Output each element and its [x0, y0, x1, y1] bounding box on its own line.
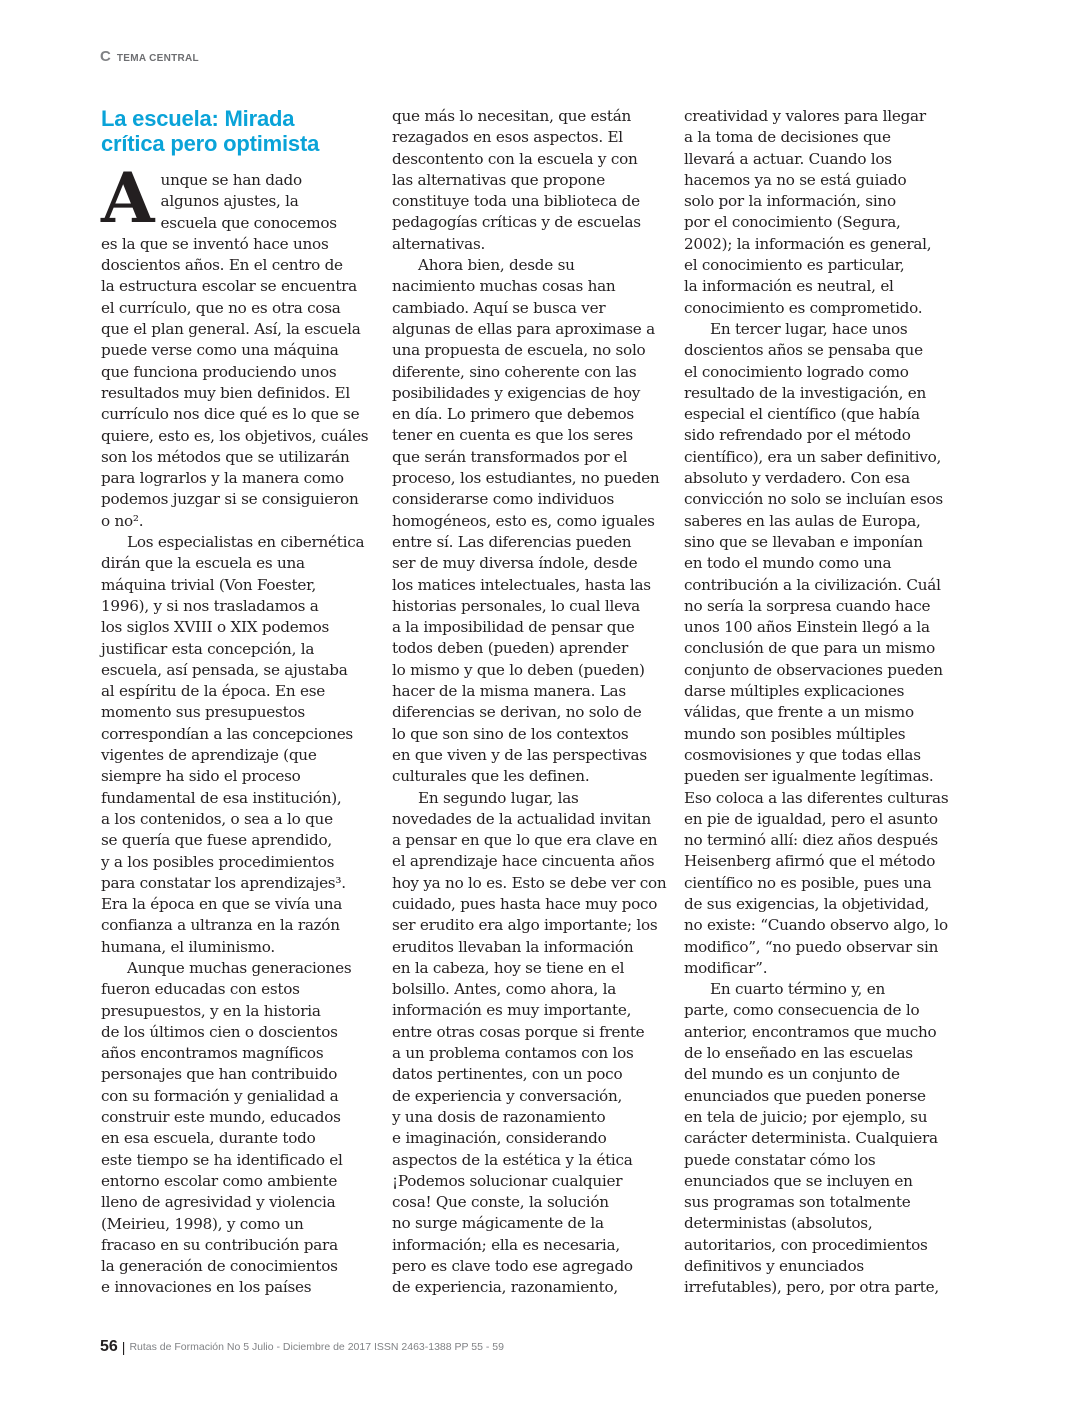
text-line: a pensar en que lo que era clave en	[392, 831, 658, 850]
text-line: entre otras cosas porque si frente	[392, 1022, 645, 1041]
text-line: del mundo es un conjunto de	[684, 1065, 900, 1084]
text-line: presupuestos, y en la historia	[101, 1001, 321, 1020]
text-line: 2002); la información es general,	[684, 234, 932, 253]
text-line: de experiencia, razonamiento,	[392, 1278, 618, 1297]
text-line: escuela, así pensada, se ajustaba	[101, 660, 348, 679]
text-line: nacimiento muchas cosas han	[392, 277, 616, 296]
text-line: la estructura escolar se encuentra	[101, 277, 357, 296]
text-line: sus programas son totalmente	[684, 1193, 911, 1212]
text-line: a los contenidos, o sea a lo que	[101, 809, 333, 828]
text-line: cosmovisiones y que todas ellas	[684, 745, 921, 764]
text-line: personajes que han contribuido	[101, 1065, 338, 1084]
text-line: para lograrlos y la manera como	[101, 469, 344, 488]
text-line: bolsillo. Antes, como ahora, la	[392, 980, 617, 999]
text-line: escuela que conocemos	[160, 213, 337, 232]
text-line: información es muy importante,	[392, 1001, 632, 1020]
text-line: los siglos XVIII o XIX podemos	[101, 618, 330, 637]
text-line: anterior, encontramos que mucho	[684, 1022, 937, 1041]
text-line: no surge mágicamente de la	[392, 1214, 604, 1233]
text-line: creatividad y valores para llegar	[684, 107, 926, 125]
text-line: o no².	[101, 511, 144, 530]
text-line: siempre ha sido el proceso	[101, 767, 301, 786]
text-line: para constatar los aprendizajes³.	[101, 873, 346, 892]
text-line: justificar esta concepción, la	[101, 639, 315, 658]
text-line: alternativas.	[392, 234, 486, 253]
text-line: enunciados que pueden ponerse	[684, 1086, 926, 1105]
text-line: En tercer lugar, hace unos	[710, 319, 908, 338]
text-line: dirán que la escuela es una	[101, 554, 305, 573]
text-line: ser erudito era algo importante; los	[392, 916, 658, 935]
text-line: e imaginación, considerando	[392, 1129, 607, 1148]
page-number: 56	[100, 1338, 118, 1355]
text-line: vigentes de aprendizaje (que	[101, 746, 317, 765]
text-line: resultado de la investigación, en	[684, 383, 927, 402]
text-line: descontento con la escuela y con	[392, 149, 638, 168]
drop-cap: A	[101, 158, 155, 239]
text-line: especial el científico (que había	[684, 405, 920, 424]
text-line: el conocimiento logrado como	[684, 362, 909, 381]
text-line: que serán transformados por el	[392, 447, 628, 466]
article-title-line: crítica pero optimista	[101, 131, 320, 156]
text-line: con su formación y genialidad a	[101, 1086, 339, 1105]
text-line: de sus exigencias, la objetividad,	[684, 894, 930, 913]
text-line: (Meirieu, 1998), y como un	[101, 1214, 304, 1233]
text-line: culturales que les definen.	[392, 767, 590, 786]
text-line: confianza a ultranza en la razón	[101, 916, 340, 935]
text-line: historias personales, lo cual lleva	[392, 596, 640, 615]
text-line: es la que se inventó hace unos	[101, 234, 329, 253]
text-line: constituye toda una biblioteca de	[392, 192, 640, 211]
text-line: humana, el iluminismo.	[101, 937, 275, 956]
text-line: modifico”, “no puedo observar sin	[684, 937, 939, 956]
text-line: novedades de la actualidad invitan	[392, 809, 651, 828]
text-line: Ahora bien, desde su	[418, 256, 575, 275]
text-line: de experiencia y conversación,	[392, 1086, 623, 1105]
text-line: lo que son sino de los contextos	[392, 724, 629, 743]
text-line: una propuesta de escuela, no solo	[392, 341, 646, 360]
text-line: considerarse como individuos	[392, 490, 615, 509]
text-line: eruditos llevaban la información	[392, 937, 634, 956]
text-line: entorno escolar como ambiente	[101, 1171, 338, 1190]
text-line: en que viven y de las perspectivas	[392, 745, 647, 764]
text-line: fracaso en su contribución para	[101, 1235, 338, 1254]
text-line: deterministas (absolutos,	[684, 1214, 873, 1233]
text-line: irrefutables), pero, por otra parte,	[684, 1278, 939, 1297]
text-line: en tela de juicio; por ejemplo, su	[684, 1107, 928, 1126]
text-line: 1996), y si nos trasladamos a	[101, 596, 319, 615]
text-line: que el plan general. Así, la escuela	[101, 320, 361, 339]
text-line: no existe: “Cuando observo algo, lo	[684, 916, 948, 935]
text-line: científico no es posible, pues una	[684, 873, 932, 892]
text-line: cosa! Que conste, la solución	[392, 1193, 609, 1212]
text-line: la generación de conocimientos	[101, 1257, 338, 1276]
text-line: fueron educadas con estos	[101, 980, 300, 999]
text-line: definitivos y enunciados	[684, 1257, 864, 1276]
text-line: máquina trivial (Von Foester,	[101, 575, 317, 594]
text-line: rezagados en esos aspectos. El	[392, 128, 623, 147]
opening-paragraph	[101, 158, 367, 239]
page-footer	[100, 1338, 504, 1356]
text-line: a la toma de decisiones que	[684, 128, 891, 147]
text-line: cambiado. Aquí se busca ver	[392, 298, 606, 317]
text-line: todos deben (pueden) aprender	[392, 639, 628, 658]
text-line: algunos ajustes, la	[160, 192, 299, 211]
text-line: convicción no solo se incluían esos	[684, 490, 943, 509]
text-line: fundamental de esa institución),	[101, 788, 342, 807]
text-line: hacer de la misma manera. Las	[392, 682, 626, 701]
text-line: saberes en las aulas de Europa,	[684, 511, 921, 530]
text-line: modificar”.	[684, 958, 768, 977]
text-line: sino que se llevaban e imponían	[684, 532, 923, 551]
text-line: hacemos ya no se está guiado	[684, 170, 907, 189]
text-line: doscientos años. En el centro de	[101, 256, 343, 275]
text-line: pero es clave todo ese agregado	[392, 1257, 633, 1276]
text-line: son los métodos que se utilizarán	[101, 447, 350, 466]
text-line: lo mismo y que lo deben (pueden)	[392, 660, 645, 679]
text-line: en esa escuela, durante todo	[101, 1129, 316, 1148]
text-line: llevará a actuar. Cuando los	[684, 149, 892, 168]
text-line: en la cabeza, hoy se tiene en el	[392, 958, 625, 977]
footer-separator: |	[121, 1339, 126, 1355]
text-line: el conocimiento es particular,	[684, 256, 905, 275]
text-line: Aunque muchas generaciones	[127, 958, 352, 977]
text-line: momento sus presupuestos	[101, 703, 305, 722]
text-line: correspondían a las concepciones	[101, 724, 353, 743]
text-column-3	[684, 106, 956, 1299]
text-line: construir este mundo, educados	[101, 1108, 341, 1127]
text-line: por el conocimiento (Segura,	[684, 213, 901, 232]
text-line: lleno de agresividad y violencia	[101, 1193, 336, 1212]
text-line: el aprendizaje hace cincuenta años	[392, 852, 655, 871]
text-line: años encontramos magníficos	[101, 1044, 324, 1063]
text-line: los matices intelectuales, hasta las	[392, 575, 651, 594]
text-line: conclusión de que para un mismo	[684, 639, 935, 658]
text-line: mundo son posibles múltiples	[684, 724, 906, 743]
article-title-line: La escuela: Mirada	[101, 106, 295, 131]
text-line: quiere, esto es, los objetivos, cuáles	[101, 426, 369, 445]
text-line: y a los posibles procedimientos	[101, 852, 335, 871]
text-line: se quería que fuese aprendido,	[101, 831, 332, 850]
text-line: entre sí. Las diferencias pueden	[392, 532, 632, 551]
text-line: algunas de ellas para aproximase a	[392, 319, 655, 338]
text-line: información; ella es necesaria,	[392, 1235, 620, 1254]
text-line: currículo nos dice qué es lo que se	[101, 405, 360, 424]
text-line: ¡Podemos solucionar cualquier	[392, 1171, 623, 1190]
text-line: datos pertinentes, con un poco	[392, 1065, 623, 1084]
text-line: a la imposibilidad de pensar que	[392, 618, 635, 637]
text-line: al espíritu de la época. En ese	[101, 682, 325, 701]
text-line: puede verse como una máquina	[101, 341, 339, 360]
text-line: la información es neutral, el	[684, 277, 894, 296]
text-line: sido refrendado por el método	[684, 426, 911, 445]
text-line: en pie de igualdad, pero el asunto	[684, 809, 938, 828]
text-line: este tiempo se ha identificado el	[101, 1150, 343, 1169]
text-line: homogéneos, esto es, como iguales	[392, 511, 655, 530]
text-line: parte, como consecuencia de lo	[684, 1001, 920, 1020]
text-line: las alternativas que propone	[392, 170, 605, 189]
text-line: e innovaciones en los países	[101, 1278, 312, 1297]
text-line: que funciona produciendo unos	[101, 362, 337, 381]
text-line: autoritarios, con procedimientos	[684, 1235, 928, 1254]
text-line: ser de muy diversa índole, desde	[392, 554, 638, 573]
text-line: enunciados que se incluyen en	[684, 1171, 913, 1190]
text-line: conjunto de observaciones pueden	[684, 660, 943, 679]
text-line: no terminó allí: diez años después	[684, 831, 938, 850]
text-line: pueden ser igualmente legítimas.	[684, 767, 934, 786]
text-line: En segundo lugar, las	[418, 788, 579, 807]
text-column-1	[101, 106, 367, 1299]
running-header	[100, 48, 199, 65]
text-line: unque se han dado	[160, 171, 302, 189]
text-line: en día. Lo primero que debemos	[392, 405, 634, 424]
text-line: tener en cuenta es que los seres	[392, 426, 633, 445]
text-line: pedagogías críticas y de escuelas	[392, 213, 641, 232]
text-line: Eso coloca a las diferentes culturas	[684, 788, 949, 807]
text-line: proceso, los estudiantes, no pueden	[392, 469, 660, 488]
text-line: unos 100 años Einstein llegó a la	[684, 618, 930, 637]
text-line: carácter determinista. Cualquiera	[684, 1129, 938, 1148]
text-line: aspectos de la estética y la ética	[392, 1150, 633, 1169]
text-line: hoy ya no lo es. Esto se debe ver con	[392, 873, 667, 892]
text-line: absoluto y verdadero. Con esa	[684, 469, 910, 488]
text-line: científico), era un saber definitivo,	[684, 447, 942, 466]
text-line: podemos juzgar si se consiguieron	[101, 490, 359, 509]
text-line: cuidado, pues hasta hace muy poco	[392, 894, 658, 913]
text-line: de los últimos cien o doscientos	[101, 1022, 338, 1041]
text-line: Los especialistas en cibernética	[127, 533, 365, 552]
text-line: que más lo necesitan, que están	[392, 107, 632, 125]
text-line: diferente, sino coherente con las	[392, 362, 637, 381]
text-line: contribución a la civilización. Cuál	[684, 575, 941, 594]
text-line: y una dosis de razonamiento	[392, 1107, 606, 1126]
text-line: válidas, que frente a un mismo	[684, 703, 914, 722]
text-line: conocimiento es comprometido.	[684, 298, 923, 317]
text-line: puede constatar cómo los	[684, 1150, 876, 1169]
section-letter: C	[100, 48, 111, 65]
text-line: el currículo, que no es otra cosa	[101, 298, 341, 317]
text-line: de lo enseñado en las escuelas	[684, 1044, 913, 1063]
text-line: no sería la sorpresa cuando hace	[684, 596, 931, 615]
text-line: darse múltiples explicaciones	[684, 682, 905, 701]
text-line: posibilidades y exigencias de hoy	[392, 383, 641, 402]
journal-reference: Rutas de Formación No 5 Julio - Diciembre de 2017 ISSN 2463-1388 PP 55 - 59	[129, 1341, 504, 1353]
text-column-2	[392, 106, 667, 1299]
text-line: En cuarto término y, en	[710, 980, 885, 999]
text-line: solo por la información, sino	[684, 192, 896, 211]
text-line: a un problema contamos con los	[392, 1044, 634, 1063]
text-line: resultados muy bien definidos. El	[101, 383, 350, 402]
text-line: diferencias se derivan, no solo de	[392, 703, 642, 722]
section-label: TEMA CENTRAL	[116, 53, 199, 64]
text-line: doscientos años se pensaba que	[684, 341, 923, 360]
text-line: Heisenberg afirmó que el método	[684, 852, 936, 871]
text-line: Era la época en que se vivía una	[101, 895, 343, 914]
text-line: en todo el mundo como una	[684, 554, 892, 573]
